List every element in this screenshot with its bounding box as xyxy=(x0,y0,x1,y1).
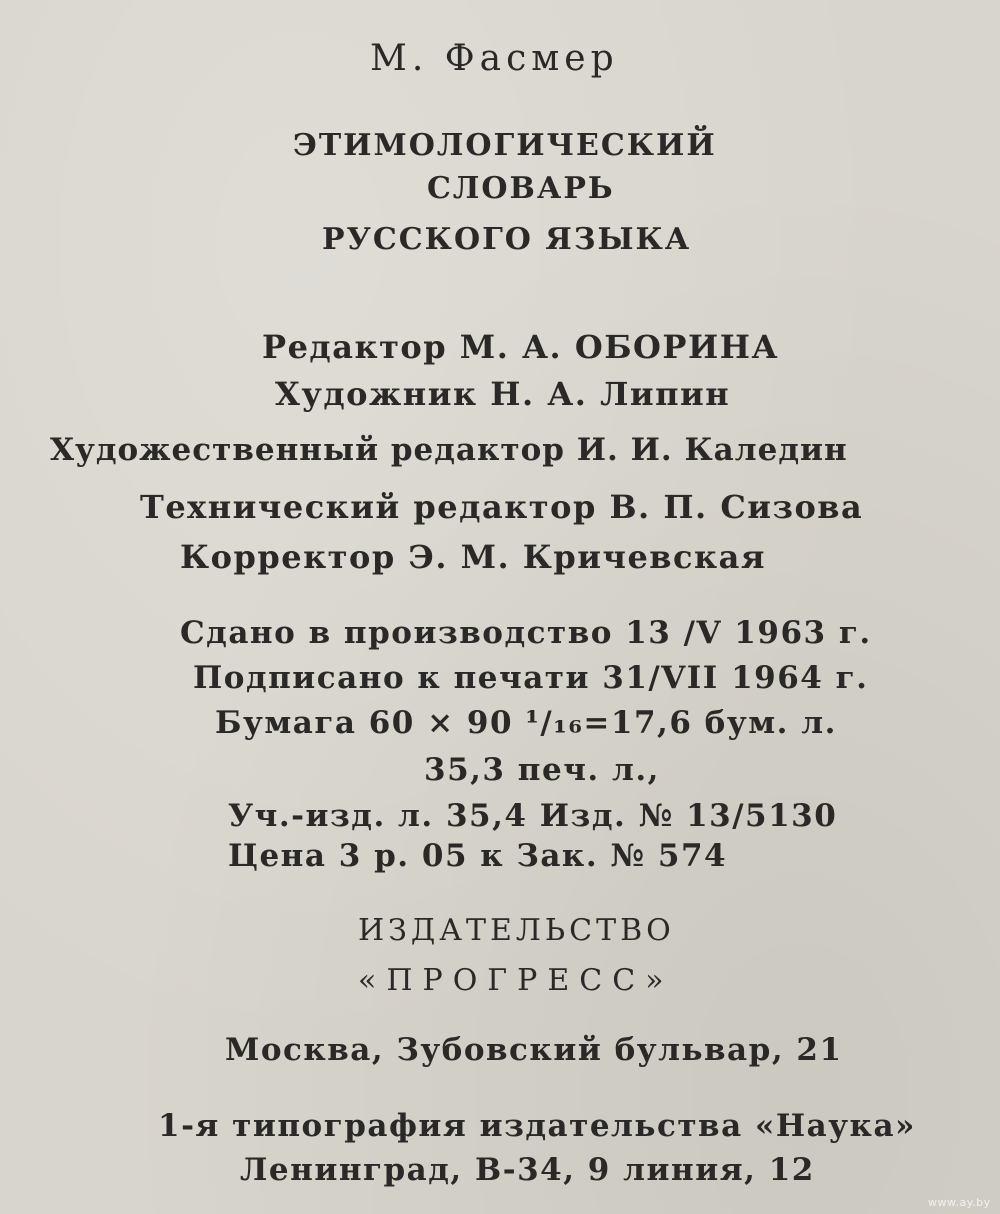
publisher-name-line-1: ИЗДАТЕЛЬСТВО xyxy=(358,913,675,948)
credit-proofreader: Корректор Э. М. Кричевская xyxy=(180,538,766,576)
imprint-publication: Уч.-изд. л. 35,4 Изд. № 13/5130 xyxy=(228,798,838,834)
credit-artist: Художник Н. А. Липин xyxy=(275,375,731,413)
publisher-address: Москва, Зубовский бульвар, 21 xyxy=(225,1032,843,1068)
credit-tech-editor: Технический редактор В. П. Сизова xyxy=(140,488,864,526)
title-line-3: РУССКОГО ЯЗЫКА xyxy=(322,222,692,257)
credit-art-editor: Художественный редактор И. И. Каледин xyxy=(50,432,848,468)
imprint-submitted: Сдано в производство 13 /V 1963 г. xyxy=(180,615,872,651)
printer-line-1: 1-я типография издательства «Наука» xyxy=(158,1108,916,1144)
title-line-2: СЛОВАРЬ xyxy=(427,171,615,206)
printer-line-2: Ленинград, В-34, 9 линия, 12 xyxy=(240,1152,815,1188)
imprint-paper: Бумага 60 × 90 ¹/₁₆=17,6 бум. л. xyxy=(215,705,837,741)
publisher-name-line-2: «ПРОГРЕСС» xyxy=(358,963,674,998)
imprint-price: Цена 3 р. 05 к Зак. № 574 xyxy=(228,838,728,874)
imprint-signed: Подписано к печати 31/VII 1964 г. xyxy=(193,660,869,696)
credit-editor: Редактор М. А. ОБОРИНА xyxy=(262,328,780,366)
title-line-1: ЭТИМОЛОГИЧЕСКИЙ xyxy=(293,128,717,163)
watermark-text: www.ay.by xyxy=(928,1196,991,1209)
author-name: М. Фасмер xyxy=(370,38,619,79)
imprint-print-sheets: 35,3 печ. л., xyxy=(424,752,660,788)
